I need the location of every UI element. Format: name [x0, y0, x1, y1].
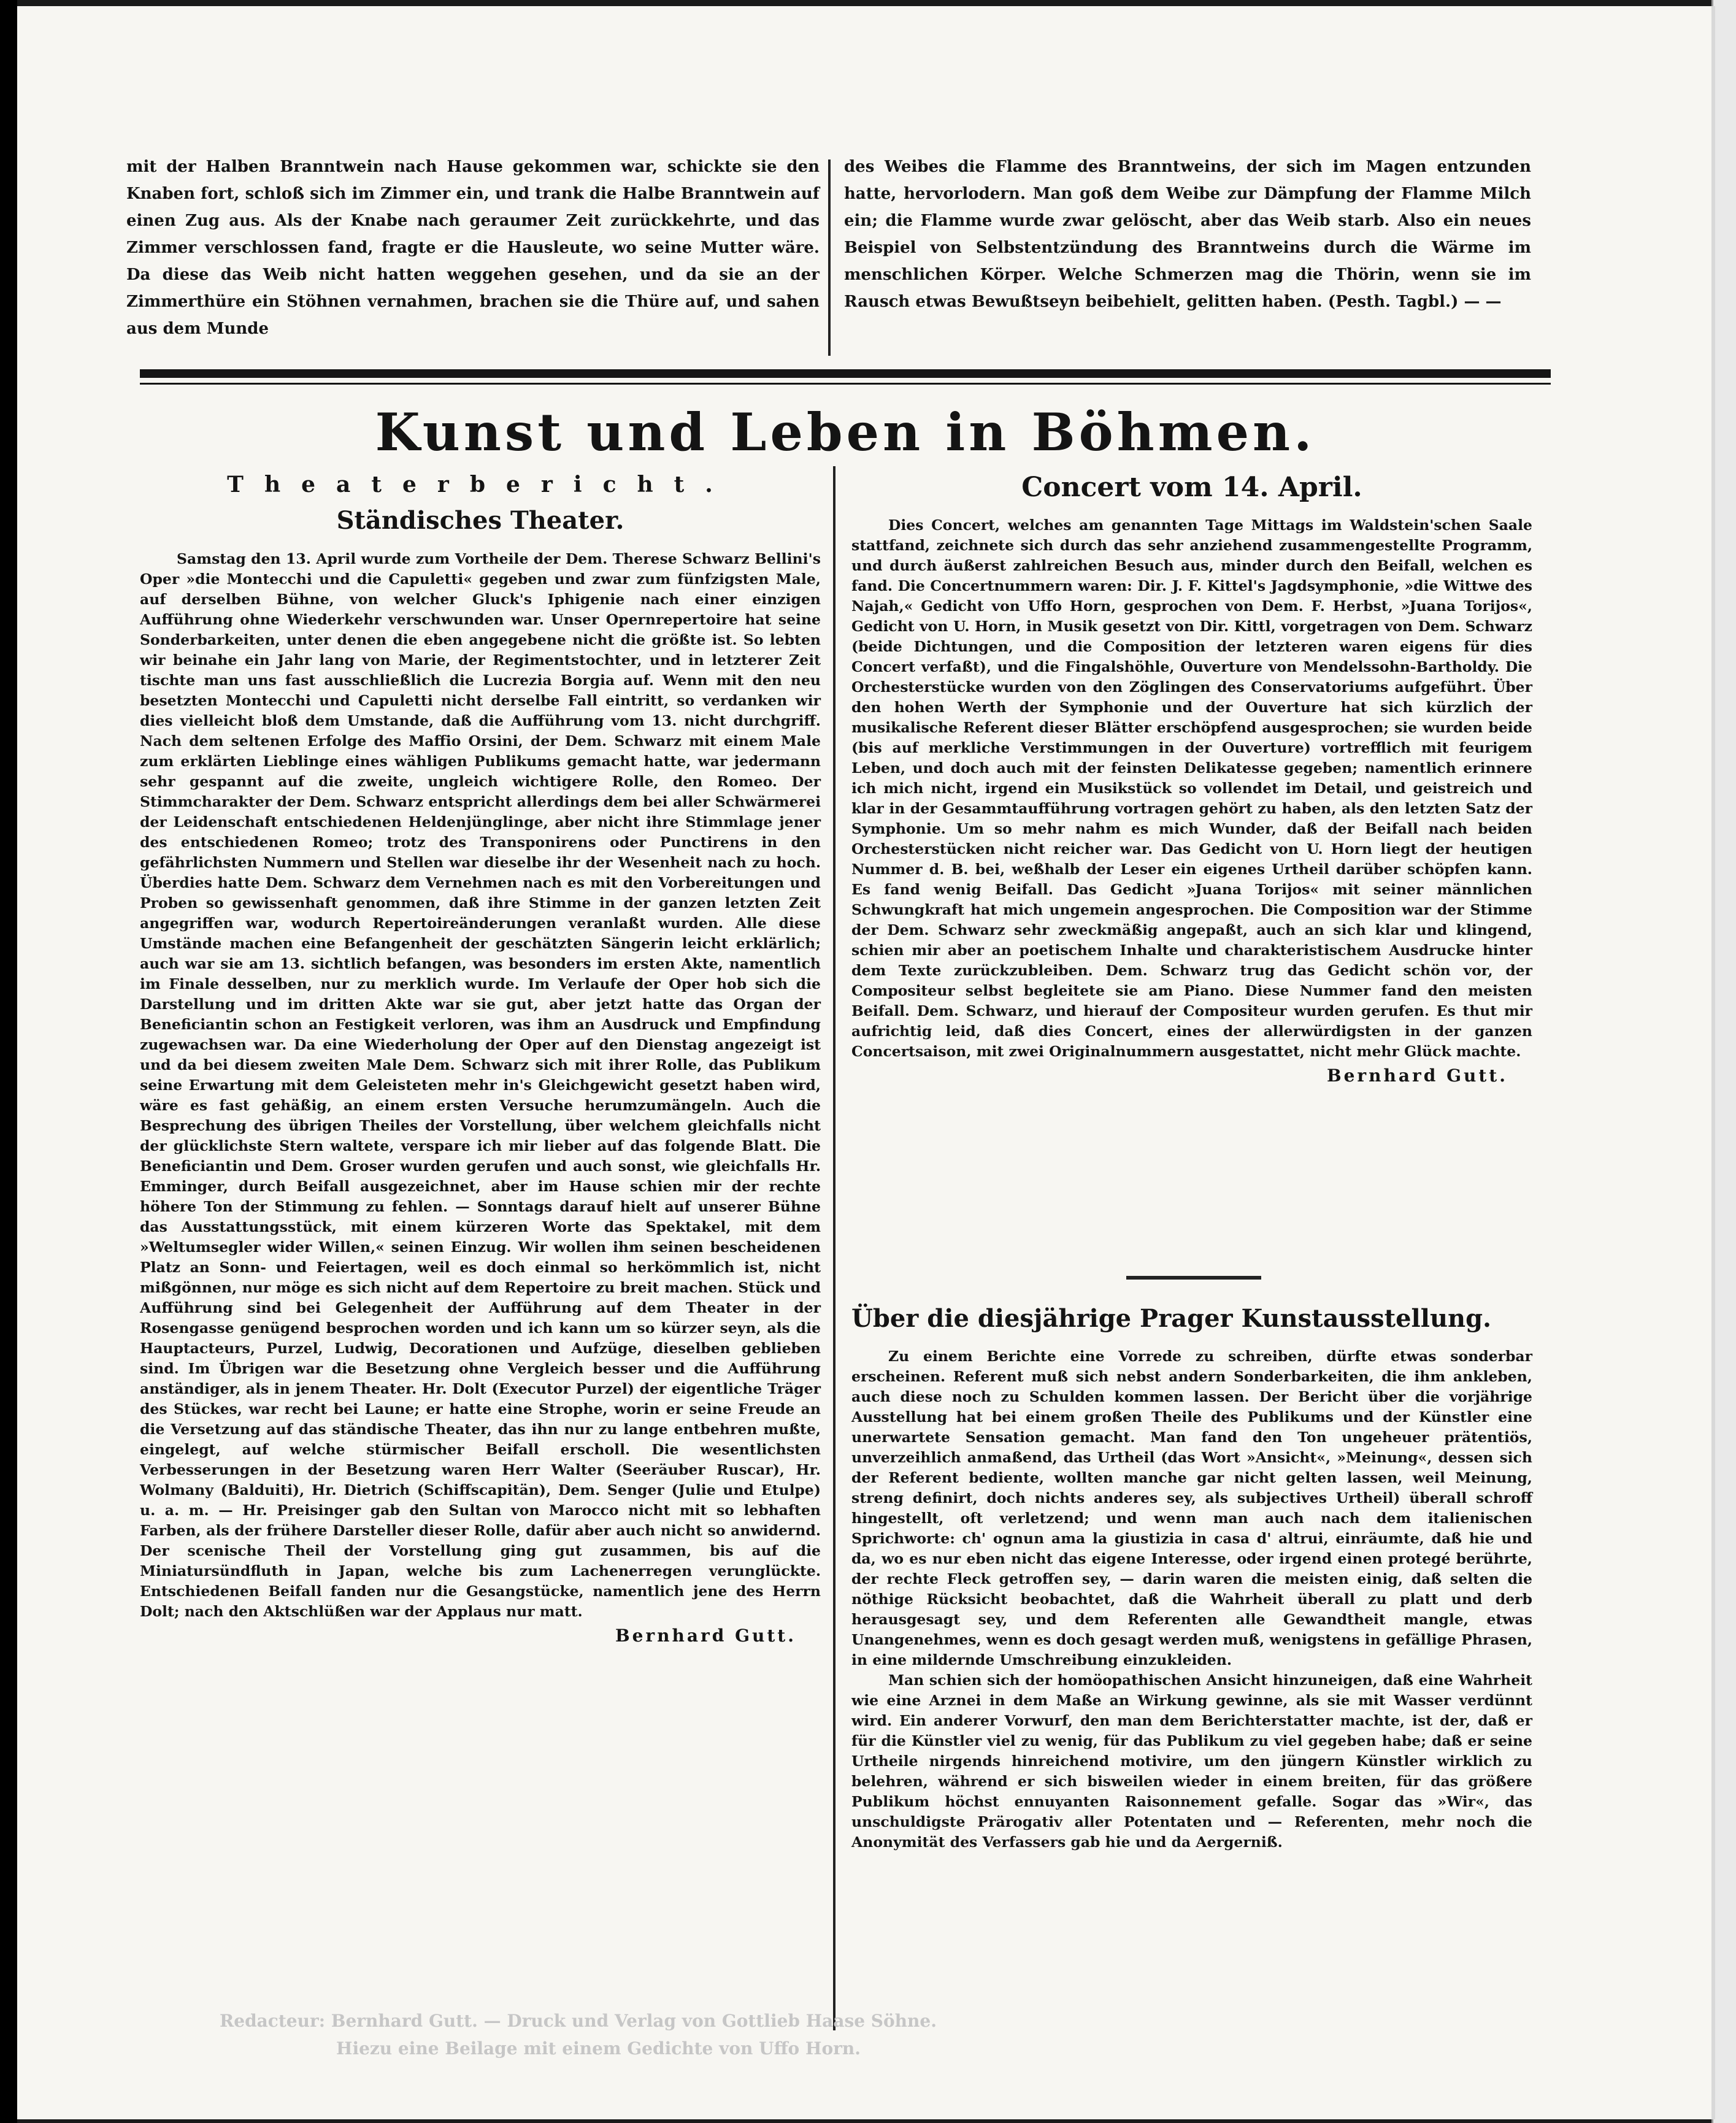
theater-section-label: Theaterbericht. — [227, 472, 734, 497]
top-right-column — [844, 153, 1531, 315]
theater-report-column — [140, 549, 821, 1646]
exhibition-report-column — [851, 1346, 1532, 1852]
concert-signature: Bernhard Gutt. — [1326, 1065, 1508, 1086]
section-rule-thin — [140, 383, 1551, 385]
scan-edge-right — [1711, 0, 1736, 2123]
section-masthead: Kunst und Leben in Böhmen. — [375, 402, 1316, 463]
bleed-through-line-1: Redacteur: Bernhard Gutt. — Druck und Verlag von Gottlieb Haase Söhne. — [220, 2011, 937, 2031]
exhibition-paragraph-1: Zu einem Berichte eine Vorrede zu schreiben, dürfte etwas sonderbar erscheinen. Referent muß sich nebst andern Sonderbarkeiten, die ihm ankleben, auch diese noch zu Schulden kommen lassen. Der Bericht über die vorjährige Ausstellung hat bei einem großen Theile des Publikums und der Künstler eine unerwartete Sensation gemacht. Man fand den Ton ungeheuer prätentiös, unverzeihlich anmaßend, das Urtheil (das Wort »Ansicht«, »Meinung«, dessen sich der Referent bediente, wollten manche gar nicht gelten lassen, weil Meinung, streng definirt, doch nichts anderes sey, als subjectives Urtheil) überall schroff hingestellt, oft verletzend; und wenn man auch nach dem italienischen Sprichworte: ch' ognun ama la giustizia in casa d' altrui, einräumte, daß hie und da, wo es nur eben nicht das eigene Interesse, oder irgend einen protegé berührte, der rechte Fleck getroffen sey, — darin waren die meisten einig, daß selten die nöthige Rücksicht beobachtet, daß die Wahrheit überall zu platt und derb herausgesagt sey, und dem Referenten alle Gewandtheit mangle, etwas Unangenehmes, wenn es doch gesagt werden muß, wenigstens in gefällige Phrasen, in eine mildernde Umschreibung einzukleiden. — [851, 1348, 1532, 1668]
main-column-divider — [833, 466, 835, 2030]
section-rule-thick — [140, 369, 1551, 378]
bleed-through-line-2: Hiezu eine Beilage mit einem Gedichte von Uffo Horn. — [336, 2038, 861, 2059]
top-left-text: mit der Halben Branntwein nach Hause gekommen war, schickte sie den Knaben fort, schloß sich im Zimmer ein, und trank die Halbe Branntwein auf einen Zug aus. Als der Knabe nach geraumer Zeit zurückkehrte, und das Zimmer verschlossen fand, fragte er die Hausleute, wo seine Mutter wäre. Da diese das Weib nicht hatten weggehen gesehen, und da sie an der Zimmerthüre ein Stöhnen vernahmen, brachen sie die Thüre auf, und sahen aus dem Munde — [126, 158, 820, 338]
concert-end-rule — [1126, 1276, 1261, 1280]
newspaper-page — [17, 6, 1715, 2119]
concert-report-text: Dies Concert, welches am genannten Tage Mittags im Waldstein'schen Saale stattfand, zeichnete sich durch das sehr anziehend zusammengestellte Programm, und durch äußerst zahlreichen Besuch aus, minder durch den Beifall, welchen es fand. Die Concertnummern waren: Dir. J. F. Kittel's Jagdsymphonie, »die Wittwe des Najah,« Gedicht von Uffo Horn, gesprochen von Dem. F. Herbst, »Juana Torijos«, Gedicht von U. Horn, in Musik gesetzt von Dir. Kittl, vorgetragen von Dem. Schwarz (beide Dichtungen, und die Composition der letzteren waren eigens für dies Concert verfaßt), und die Fingalshöhle, Ouverture von Mendelssohn-Bartholdy. Die Orchesterstücke wurden von den Zöglingen des Conservatoriums aufgeführt. Über den hohen Werth der Symphonie und der Ouverture hat sich kürzlich der musikalische Referent dieser Blätter erschöpfend ausgesprochen; sie wurden beide (bis auf merkliche Verstimmungen in der Ouverture) vortrefflich mit feurigem Leben, und doch auch mit der feinsten Delikatesse gegeben; namentlich erinnere ich mich nicht, irgend ein Musikstück so vollendet im Detail, und geistreich und klar in der Gesammtaufführung vortragen gehört zu haben, als den letzten Satz der Symphonie. Um so mehr nahm es mich Wunder, daß der Beifall nach beiden Orchesterstücken nicht reicher war. Das Gedicht von U. Horn liegt der heutigen Nummer d. B. bei, weßhalb der Leser ein eigenes Urtheil darüber schöpfen kann. Es fand wenig Beifall. Das Gedicht »Juana Torijos« mit seiner männlichen Schwungkraft hat mich ungemein angesprochen. Die Composition war der Stimme der Dem. Schwarz sehr zweckmäßig angepaßt, auch an sich klar und klingend, schien mir aber an poetischem Inhalte und charakteristischem Ausdrucke hinter dem Texte zurückzubleiben. Dem. Schwarz trug das Gedicht schön vor, der Compositeur selbst begleitete sie am Piano. Diese Nummer fand den meisten Beifall. Dem. Schwarz, und hierauf der Compositeur wurden gerufen. Es thut mir aufrichtig leid, daß dies Concert, eines der allerwürdigsten in der ganzen Concertsaison, mit zwei Originalnummern ausgestattet, nicht mehr Glück machte. — [851, 516, 1532, 1060]
theater-subheading: Ständisches Theater. — [336, 506, 624, 535]
exhibition-paragraph-2: Man schien sich der homöopathischen Ansicht hinzuneigen, daß eine Wahrheit wie eine Arznei in dem Maße an Wirkung gewinne, als sie mit Wasser verdünnt wird. Ein anderer Vorwurf, den man dem Berichterstatter machte, ist der, daß er für die Künstler viel zu wenig, für das Publikum zu viel gegeben habe; daß er seine Urtheile nirgends hinreichend motivire, um den jüngern Künstler wirklich zu belehren, während er sich bisweilen wieder in einem breiten, für das größere Publikum höchst ennuyanten Raisonnement gefalle. Sogar das »Wir«, das unschuldigste Prärogativ aller Potentaten und — Referenten, mehr noch die Anonymität des Verfassers gab hie und da Aergerniß. — [851, 1672, 1532, 1851]
top-column-divider — [828, 159, 831, 356]
theater-report-text: Samstag den 13. April wurde zum Vortheile der Dem. Therese Schwarz Bellini's Oper »die Montecchi und die Capuletti« gegeben und zwar zum fünfzigsten Male, auf derselben Bühne, von welcher Gluck's Iphigenie nach einer einzigen Aufführung ohne Wiederkehr verschwunden war. Unser Opernrepertoire hat seine Sonderbarkeiten, unter denen die eben angegebene nicht die größte ist. So lebten wir beinahe ein Jahr lang von Marie, der Regimentstochter, und in letzterer Zeit tischte man uns fast ausschließlich die Lucrezia Borgia auf. Wenn mit den neu besetzten Montecchi und Capuletti nicht derselbe Fall eintritt, so verdanken wir dies vielleicht bloß dem Umstande, daß die Aufführung vom 13. nicht durchgriff. Nach dem seltenen Erfolge des Maffio Orsini, der Dem. Schwarz mit einem Male zum erklärten Lieblinge eines wähligen Publikums gemacht hatte, war jedermann sehr gespannt auf die zweite, ungleich wichtigere Rolle, den Romeo. Der Stimmcharakter der Dem. Schwarz entspricht allerdings dem bei aller Schwärmerei der Leidenschaft entschiedenen Heldenjünglinge, aber nicht ihre Stimmlage jener des entschiedenen Romeo; trotz des Transponirens oder Punctirens in den gefährlichsten Nummern und Stellen war dieselbe ihr der Wesenheit nach zu hoch. Überdies hatte Dem. Schwarz dem Vernehmen nach es mit den Vorbereitungen und Proben so gewissenhaft genommen, daß ihre Stimme in der ganzen letzten Zeit angegriffen war, wodurch Repertoireänderungen veranlaßt wurden. Alle diese Umstände machen eine Befangenheit der geschätzten Sängerin leicht erklärlich; auch war sie am 13. sichtlich befangen, was besonders im ersten Akte, namentlich im Finale desselben, nur zu merklich wurde. Im Verlaufe der Oper hob sich die Darstellung und im dritten Akte war sie gut, aber jetzt hatte das Organ der Beneficiantin schon an Festigkeit verloren, was ihm an Ausdruck und Empfindung zugewachsen war. Da eine Wiederholung der Oper auf den Dienstag angezeigt ist und da bei diesem zweiten Male Dem. Schwarz sich mit ihrer Rolle, das Publikum seine Erwartung mit dem Geleisteten mehr in's Gleichgewicht gesetzt haben wird, wäre es fast gehäßig, an einem ersten Versuche herumzumängeln. Auch die Besprechung des übrigen Theiles der Vorstellung, über welchem gleichfalls nicht der glücklichste Stern waltete, verspare ich mir lieber auf das folgende Blatt. Die Beneficiantin und Dem. Groser wurden gerufen und auch sonst, wie gleichfalls Hr. Emminger, durch Beifall ausgezeichnet, aber im Hause schien mir der rechte höhere Ton der Stimmung zu fehlen. — Sonntags darauf hielt auf unserer Bühne das Ausstattungsstück, mit einem kürzeren Worte das Spektakel, mit dem »Weltumsegler wider Willen,« seinen Einzug. Wir wollen ihm seinen bescheidenen Platz an Sonn- und Feiertagen, weil es doch einmal so herkömmlich ist, nicht mißgönnen, nur möge es sich nicht auf dem Repertoire zu breit machen. Stück und Aufführung sind bei Gelegenheit der Aufführung auf dem Theater in der Rosengasse genügend besprochen worden und ich kann um so kürzer seyn, als die Hauptacteurs, Purzel, Ludwig, Decorationen und Aufzüge, dieselben geblieben sind. Im Übrigen war die Besetzung ohne Vergleich besser und die Aufführung anständiger, als in jenem Theater. Hr. Dolt (Executor Purzel) der eigentliche Träger des Stückes, war recht bei Laune; er hatte eine Strophe, worin er seine Freude an die Versetzung auf das ständische Theater, das ihn nur zu lange entbehren mußte, eingelegt, auf welche stürmischer Beifall erscholl. Die wesentlichsten Verbesserungen in der Besetzung waren Herr Walter (Seeräuber Ruscar), Hr. Wolmany (Balduiti), Hr. Dietrich (Schiffscapitän), Dem. Senger (Julie und Etulpe) u. a. m. — Hr. Preisinger gab den Sultan von Marocco nicht mit so lebhaften Farben, als der frühere Darsteller dieser Rolle, dafür aber auch nicht so anwidernd. Der scenische Theil der Vorstellung ging gut zusammen, bis auf die Miniatursündfluth in Japan, welche bis zum Lachenerregen verunglückte. Entschiedenen Beifall fanden nur die Gesangstücke, namentlich jene des Herrn Dolt; nach den Aktschlüßen war der Applaus nur matt. — [140, 550, 821, 1620]
top-right-text: des Weibes die Flamme des Branntweins, der sich im Magen entzunden hatte, hervorlodern. Man goß dem Weibe zur Dämpfung der Flamme Milch ein; die Flamme wurde zwar gelöscht, aber das Weib starb. Also ein neues Beispiel von Selbstentzündung des Branntweins durch die Wärme im menschlichen Körper. Welche Schmerzen mag die Thörin, wenn sie im Rausch etwas Bewußtseyn beibehielt, gelitten haben. (Pesth. Tagbl.) — — — [844, 158, 1531, 311]
top-left-column — [126, 153, 820, 342]
theater-signature: Bernhard Gutt. — [615, 1626, 796, 1646]
concert-heading: Concert vom 14. April. — [1021, 472, 1362, 503]
exhibition-heading: Über die diesjährige Prager Kunstausstellung. — [851, 1304, 1492, 1333]
concert-report-column — [851, 515, 1532, 1086]
scan-edge-left — [0, 0, 17, 2123]
